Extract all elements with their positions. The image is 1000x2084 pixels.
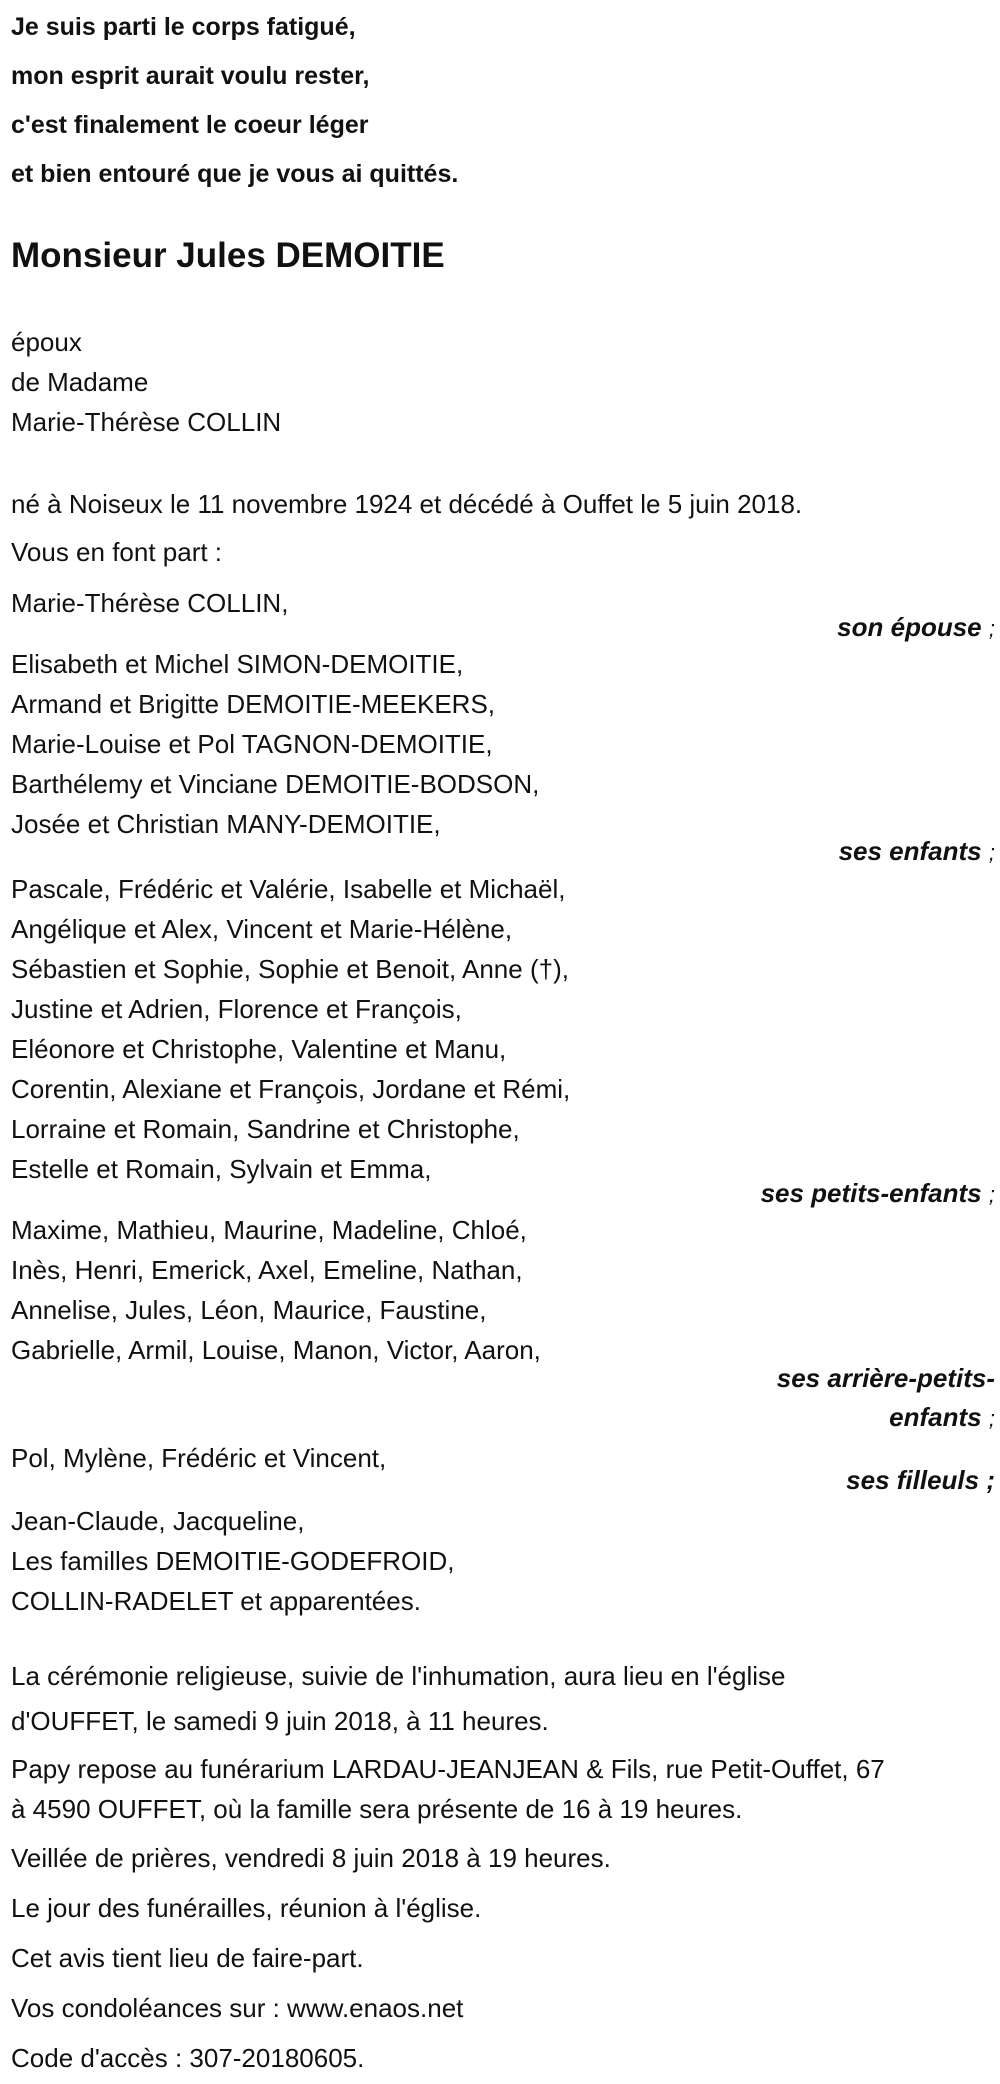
family-names-line: Inès, Henri, Emerick, Axel, Emeline, Nathan, xyxy=(11,1255,523,1285)
family-names-line: Barthélemy et Vinciane DEMOITIE-BODSON, xyxy=(11,769,540,799)
family-names-line: Corentin, Alexiane et François, Jordane et Rémi, xyxy=(11,1074,571,1104)
family-names-line: Pol, Mylène, Frédéric et Vincent, xyxy=(11,1443,387,1473)
family-names-line: Lorraine et Romain, Sandrine et Christophe, xyxy=(11,1114,520,1144)
family-names-line: Angélique et Alex, Vincent et Marie-Hélène, xyxy=(11,914,513,944)
relation-label-text: ses filleuls ; xyxy=(846,1465,995,1495)
deceased-name: Monsieur Jules DEMOITIE xyxy=(11,236,445,275)
relation-label-text: ses arrière-petits- xyxy=(776,1363,995,1393)
family-names-line: Maxime, Mathieu, Maurine, Madeline, Chloé, xyxy=(11,1215,527,1245)
family-names-line: Justine et Adrien, Florence et François, xyxy=(11,994,462,1024)
relation-semicolon: ; xyxy=(988,616,995,641)
family-group xyxy=(11,1210,995,1370)
relation-label xyxy=(777,1358,995,1398)
relation-label xyxy=(846,1460,995,1500)
family-group xyxy=(11,644,995,844)
family-names-line: Jean-Claude, Jacqueline, xyxy=(11,1506,305,1536)
ceremony-info xyxy=(11,1656,995,1741)
poem-line: mon esprit aurait voulu rester, xyxy=(11,62,370,90)
family-group xyxy=(11,869,995,1189)
poem-line: c'est finalement le coeur léger xyxy=(11,111,369,139)
family-names-line: Sébastien et Sophie, Sophie et Benoit, Anne (†), xyxy=(11,954,569,984)
ceremony-line: d'OUFFET, le samedi 9 juin 2018, à 11 heures. xyxy=(11,1706,549,1736)
relation-label-text: ses petits-enfants xyxy=(760,1178,982,1208)
funerarium-info xyxy=(11,1749,995,1829)
family-names-line: Pascale, Frédéric et Valérie, Isabelle et Michaël, xyxy=(11,874,566,904)
relation-label-text: ses enfants xyxy=(838,836,982,866)
info-line: Vos condoléances sur : www.enaos.net xyxy=(11,1993,464,2023)
poem-line: Je suis parti le corps fatigué, xyxy=(11,13,356,41)
family-names-line: Annelise, Jules, Léon, Maurice, Faustine, xyxy=(11,1295,487,1325)
relation-semicolon: ; xyxy=(988,840,995,865)
announcement-intro: Vous en font part : xyxy=(11,537,223,567)
ceremony-line: La cérémonie religieuse, suivie de l'inhumation, aura lieu en l'église xyxy=(11,1661,786,1691)
relation-label xyxy=(837,607,995,649)
family-names-line: Eléonore et Christophe, Valentine et Manu, xyxy=(11,1034,507,1064)
family-names-line: Marie-Thérèse COLLIN, xyxy=(11,588,289,618)
relation-label xyxy=(761,1173,995,1215)
birth-death: né à Noiseux le 11 novembre 1924 et décédé à Ouffet le 5 juin 2018. xyxy=(11,489,803,519)
family-names-line: Les familles DEMOITIE-GODEFROID, xyxy=(11,1546,455,1576)
family-names-line: Elisabeth et Michel SIMON-DEMOITIE, xyxy=(11,649,464,679)
info-line: Veillée de prières, vendredi 8 juin 2018 à 19 heures. xyxy=(11,1843,611,1873)
relation-label xyxy=(839,831,995,873)
spouse-block xyxy=(11,322,995,442)
spouse-line: Marie-Thérèse COLLIN xyxy=(11,407,282,437)
relation-semicolon: ; xyxy=(988,1182,995,1207)
relation-label-text: son épouse xyxy=(837,612,982,642)
family-group xyxy=(11,1501,995,1621)
spouse-line: de Madame xyxy=(11,367,149,397)
family-names-line: Armand et Brigitte DEMOITIE-MEEKERS, xyxy=(11,689,496,719)
family-names-line: COLLIN-RADELET et apparentées. xyxy=(11,1586,421,1616)
family-names-line: Marie-Louise et Pol TAGNON-DEMOITIE, xyxy=(11,729,493,759)
additional-info xyxy=(11,1838,995,2078)
spouse-line: époux xyxy=(11,327,82,357)
relation-label xyxy=(889,1397,995,1439)
info-line: Cet avis tient lieu de faire-part. xyxy=(11,1943,364,1973)
funerarium-line: à 4590 OUFFET, où la famille sera présente de 16 à 19 heures. xyxy=(11,1794,743,1824)
poem xyxy=(11,3,995,199)
info-line: Code d'accès : 307-20180605. xyxy=(11,2043,365,2073)
funerarium-line: Papy repose au funérarium LARDAU-JEANJEAN & Fils, rue Petit-Ouffet, 67 xyxy=(11,1754,885,1784)
relation-label-text: enfants xyxy=(889,1402,982,1432)
poem-line: et bien entouré que je vous ai quittés. xyxy=(11,160,459,188)
family-names-line: Josée et Christian MANY-DEMOITIE, xyxy=(11,809,441,839)
relation-semicolon: ; xyxy=(988,1406,995,1431)
family-names-line: Gabrielle, Armil, Louise, Manon, Victor, Aaron, xyxy=(11,1335,541,1365)
info-line: Le jour des funérailles, réunion à l'église. xyxy=(11,1893,482,1923)
family-names-line: Estelle et Romain, Sylvain et Emma, xyxy=(11,1154,432,1184)
